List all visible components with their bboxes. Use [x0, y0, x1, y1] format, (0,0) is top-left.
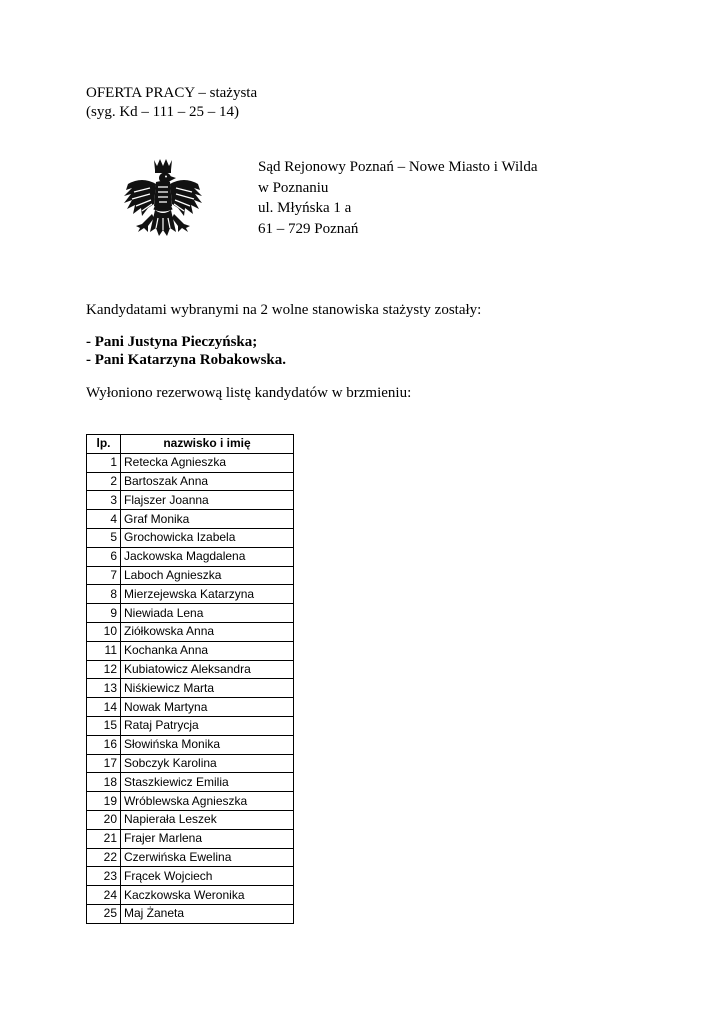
reserve-list-intro: Wyłoniono rezerwową listę kandydatów w brzmieniu: [86, 385, 412, 401]
row-number: 1 [87, 453, 121, 472]
row-number: 7 [87, 566, 121, 585]
table-row [87, 453, 294, 472]
row-number: 17 [87, 754, 121, 773]
row-number: 13 [87, 679, 121, 698]
candidate-name: Wróblewska Agnieszka [121, 792, 294, 811]
table-row [87, 566, 294, 585]
candidate-name: Bartoszak Anna [121, 472, 294, 491]
candidate-name: Maj Żaneta [121, 904, 294, 923]
candidate-name: Frącek Wojciech [121, 867, 294, 886]
table-row [87, 472, 294, 491]
column-header-lp: lp. [87, 435, 121, 454]
candidate-name: Graf Monika [121, 510, 294, 529]
table-row [87, 867, 294, 886]
row-number: 8 [87, 585, 121, 604]
candidate-name: Niewiada Lena [121, 604, 294, 623]
row-number: 10 [87, 622, 121, 641]
offer-reference: (syg. Kd – 111 – 25 – 14) [86, 104, 240, 120]
row-number: 6 [87, 547, 121, 566]
row-number: 3 [87, 491, 121, 510]
candidate-name: Niśkiewicz Marta [121, 679, 294, 698]
court-postal: 61 – 729 Poznań [258, 220, 359, 237]
candidate-name: Napierała Leszek [121, 810, 294, 829]
table-row [87, 829, 294, 848]
polish-eagle-emblem-icon [118, 154, 208, 254]
table-header-row [87, 435, 294, 454]
row-number: 25 [87, 904, 121, 923]
row-number: 14 [87, 698, 121, 717]
row-number: 23 [87, 867, 121, 886]
row-number: 5 [87, 528, 121, 547]
candidate-name: Kochanka Anna [121, 641, 294, 660]
court-street: ul. Młyńska 1 a [258, 200, 352, 216]
candidate-name: Czerwińska Ewelina [121, 848, 294, 867]
table-row [87, 886, 294, 905]
table-row [87, 716, 294, 735]
court-name: Sąd Rejonowy Poznań – Nowe Miasto i Wilda [258, 159, 538, 175]
reserve-candidates-table [86, 434, 294, 924]
candidate-name: Laboch Agnieszka [121, 566, 294, 585]
candidate-name: Nowak Martyna [121, 698, 294, 717]
table-row [87, 698, 294, 717]
candidate-name: Sobczyk Karolina [121, 754, 294, 773]
row-number: 19 [87, 792, 121, 811]
selected-candidate: - Pani Justyna Pieczyńska; [86, 334, 258, 350]
court-address [258, 157, 538, 239]
row-number: 12 [87, 660, 121, 679]
row-number: 15 [87, 716, 121, 735]
table-row [87, 547, 294, 566]
candidate-name: Frajer Marlena [121, 829, 294, 848]
offer-header [86, 84, 257, 122]
selected-candidate: - Pani Katarzyna Robakowska. [86, 352, 287, 368]
candidate-name: Słowińska Monika [121, 735, 294, 754]
candidate-name: Kubiatowicz Aleksandra [121, 660, 294, 679]
candidate-name: Jackowska Magdalena [121, 547, 294, 566]
table-row [87, 679, 294, 698]
row-number: 21 [87, 829, 121, 848]
selected-candidates [86, 333, 286, 369]
row-number: 18 [87, 773, 121, 792]
table-row [87, 792, 294, 811]
row-number: 2 [87, 472, 121, 491]
row-number: 11 [87, 641, 121, 660]
table-row [87, 585, 294, 604]
row-number: 9 [87, 604, 121, 623]
table-row [87, 510, 294, 529]
table-row [87, 773, 294, 792]
column-header-name: nazwisko i imię [121, 435, 294, 454]
candidate-name: Grochowicka Izabela [121, 528, 294, 547]
candidate-name: Mierzejewska Katarzyna [121, 585, 294, 604]
candidate-name: Staszkiewicz Emilia [121, 773, 294, 792]
court-city-line: w Poznaniu [258, 179, 329, 196]
table-row [87, 528, 294, 547]
table-row [87, 735, 294, 754]
table-row [87, 491, 294, 510]
table-row [87, 641, 294, 660]
intro-text: Kandydatami wybranymi na 2 wolne stanowiska stażysty zostały: [86, 302, 482, 318]
row-number: 20 [87, 810, 121, 829]
row-number: 24 [87, 886, 121, 905]
candidate-name: Flajszer Joanna [121, 491, 294, 510]
table-row [87, 660, 294, 679]
row-number: 22 [87, 848, 121, 867]
table-row [87, 848, 294, 867]
row-number: 16 [87, 735, 121, 754]
row-number: 4 [87, 510, 121, 529]
table-row [87, 622, 294, 641]
candidate-name: Retecka Agnieszka [121, 453, 294, 472]
table-row [87, 810, 294, 829]
candidate-name: Kaczkowska Weronika [121, 886, 294, 905]
table-row [87, 754, 294, 773]
table-row [87, 604, 294, 623]
candidate-name: Rataj Patrycja [121, 716, 294, 735]
offer-title: OFERTA PRACY – stażysta [86, 85, 258, 101]
candidate-name: Ziółkowska Anna [121, 622, 294, 641]
table-row [87, 904, 294, 923]
